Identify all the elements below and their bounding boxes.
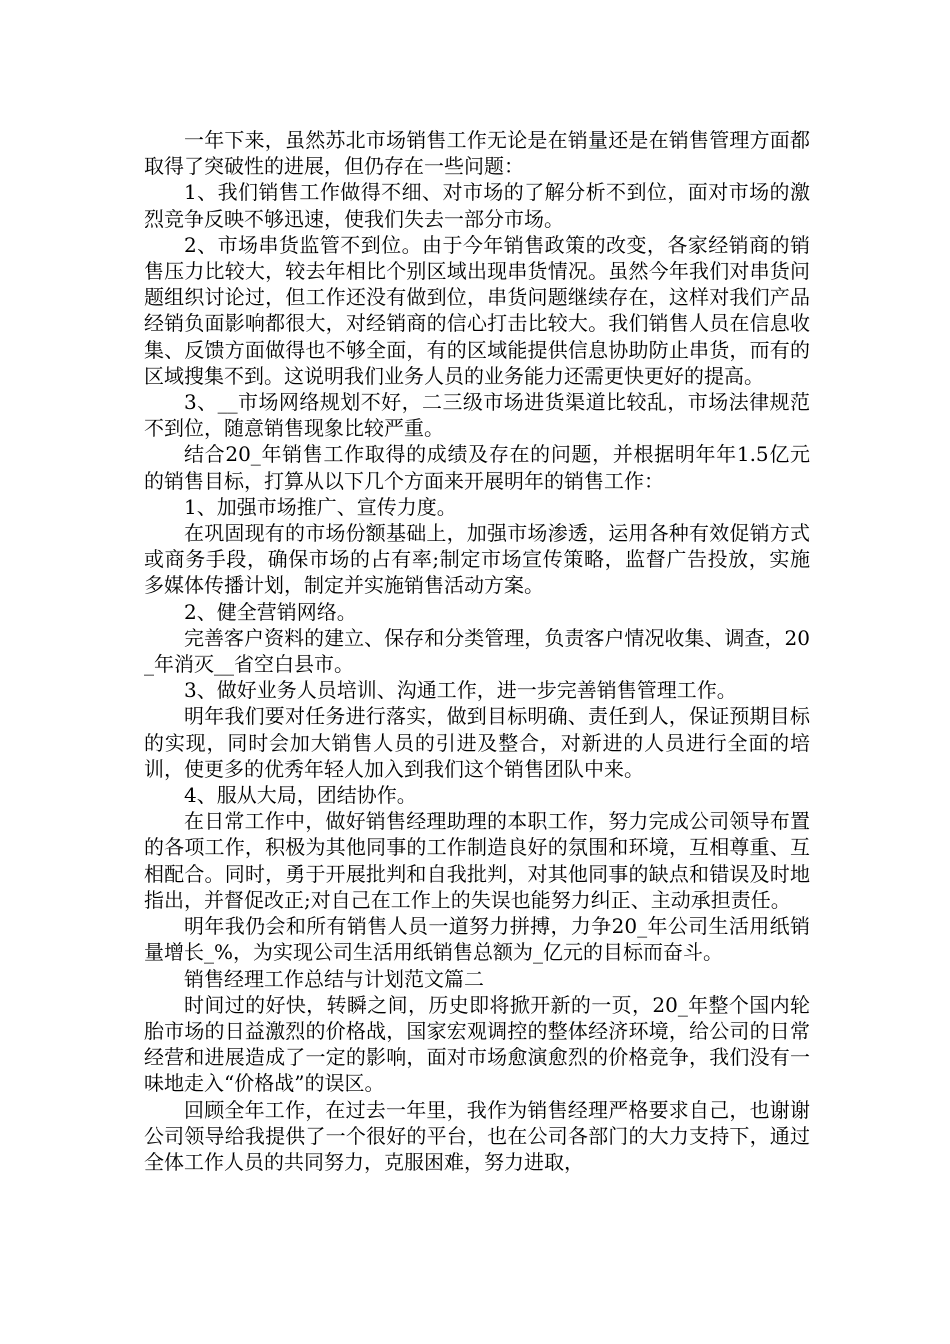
- paragraph: 完善客户资料的建立、保存和分类管理，负责客户情况收集、调查，20_年消灭__省空白县市。: [144, 625, 810, 677]
- paragraph: 时间过的好快，转瞬之间，历史即将掀开新的一页，20_年整个国内轮胎市场的日益激烈的价格战，国家宏观调控的整体经济环境，给公司的日常经营和进展造成了一定的影响，面对市场愈演愈烈的价格竞争，我们没有一味地走入“价格战”的误区。: [144, 992, 810, 1096]
- list-item: 3、__市场网络规划不好，二三级市场进货渠道比较乱，市场法律规范不到位，随意销售现象比较严重。: [144, 390, 810, 441]
- section-heading: 3、做好业务人员培训、沟通工作，进一步完善销售管理工作。: [184, 678, 737, 703]
- paragraph: 明年我们要对任务进行落实，做到目标明确、责任到人，保证预期目标的实现，同时会加大销售人员的引进及整合，对新进的人员进行全面的培训，使更多的优秀年轻人加入到我们这个销售团队中来。: [144, 704, 810, 781]
- paragraph: 在日常工作中，做好销售经理助理的本职工作，努力完成公司领导布置的各项工作，积极为其他同事的工作制造良好的氛围和环境，互相尊重、互相配合。同时，勇于开展批判和自我批判，对其他同事的缺点和错误及时地指出，并督促改正;对自己在工作上的失误也能努力纠正、主动承担责任。: [144, 809, 810, 912]
- paragraph: 一年下来，虽然苏北市场销售工作无论是在销量还是在销售管理方面都取得了突破性的进展，但仍存在一些问题：: [144, 128, 810, 179]
- article-title: 销售经理工作总结与计划范文篇二: [184, 966, 484, 991]
- paragraph: 回顾全年工作，在过去一年里，我作为销售经理严格要求自己，也谢谢公司领导给我提供了一个很好的平台，也在公司各部门的大力支持下，通过全体工作人员的共同努力，克服困难，努力进取，: [144, 1097, 810, 1174]
- paragraph: 明年我仍会和所有销售人员一道努力拼搏，力争20_年公司生活用纸销量增长_%，为实现公司生活用纸销售总额为_亿元的目标而奋斗。: [144, 914, 810, 965]
- section-heading: 1、加强市场推广、宣传力度。: [184, 494, 457, 519]
- list-item: 1、我们销售工作做得不细、对市场的了解分析不到位，面对市场的激烈竞争反映不够迅速，使我们失去一部分市场。: [144, 180, 810, 231]
- document-body: [144, 127, 810, 1175]
- paragraph: 在巩固现有的市场份额基础上，加强市场渗透，运用各种有效促销方式或商务手段，确保市场的占有率;制定市场宣传策略，监督广告投放，实施多媒体传播计划，制定并实施销售活动方案。: [144, 521, 810, 598]
- section-heading: 2、健全营销网络。: [184, 599, 357, 624]
- section-heading: 4、服从大局，团结协作。: [184, 783, 417, 808]
- paragraph: 结合20_年销售工作取得的成绩及存在的问题，并根据明年年1.5亿元的销售目标，打算从以下几个方面来开展明年的销售工作：: [144, 442, 810, 493]
- list-item: 2、市场串货监管不到位。由于今年销售政策的改变，各家经销商的销售压力比较大，较去年相比个别区域出现串货情况。虽然今年我们对串货问题组织讨论过，但工作还没有做到位，串货问题继续存在，这样对我们产品经销负面影响都很大，对经销商的信心打击比较大。我们销售人员在信息收集、反馈方面做得也不够全面，有的区域能提供信息协助防止串货，而有的区域搜集不到。这说明我们业务人员的业务能力还需更快更好的提高。: [144, 232, 810, 388]
